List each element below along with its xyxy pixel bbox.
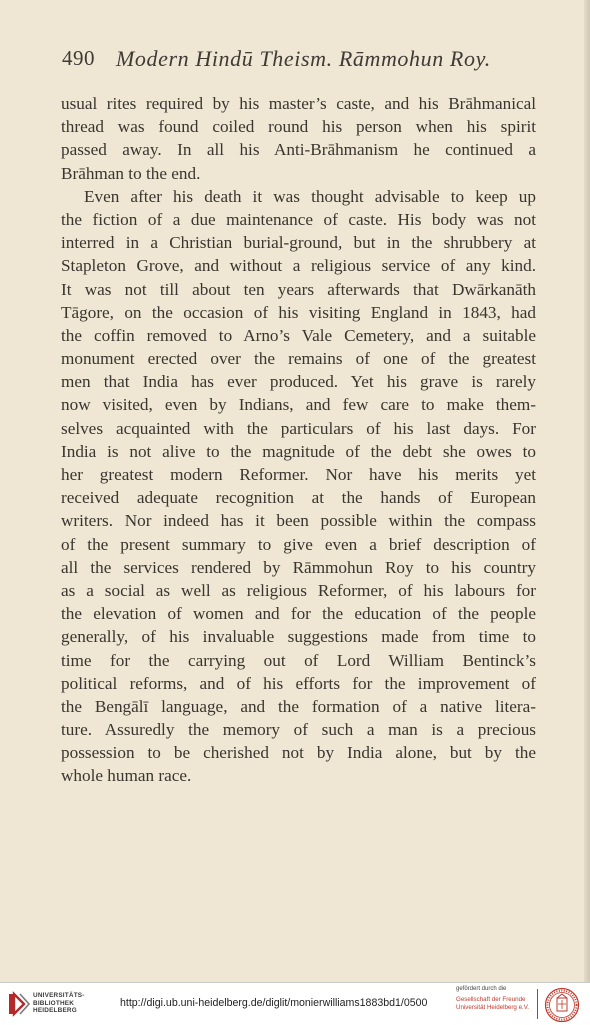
- text-line: passed away. In all his Anti-Brāhmanism he continued a: [61, 140, 536, 160]
- text-line: Brāhman to the end.: [61, 163, 201, 183]
- text-line: of the present summary to give even a brief description of: [61, 534, 536, 554]
- text-line: It was not till about ten years afterwards that Dwārkanāth: [61, 279, 536, 299]
- text-line: Even after his death it was thought advisable to keep up: [84, 186, 536, 206]
- digitization-footer: [0, 982, 590, 1025]
- library-name-line: UNIVERSITÄTS-: [33, 992, 85, 999]
- text-line: usual rites required by his master’s caste, and his Brāhmanical: [61, 94, 536, 113]
- text-line: selves acquainted with the particulars of his last days. For: [61, 418, 536, 438]
- text-line: monument erected over the remains of one of the greatest: [61, 349, 536, 369]
- text-line: the coffin removed to Arno’s Vale Cemetery, and a suitable: [61, 325, 536, 345]
- text-line: India is not alive to the magnitude of the debt she owes to: [61, 441, 536, 461]
- text-line: the elevation of women and for the education of the people: [61, 604, 536, 624]
- library-logo-icon: [8, 991, 30, 1017]
- text-line: all the services rendered by Rāmmohun Roy to his country: [61, 557, 536, 577]
- footer-divider: [537, 989, 538, 1019]
- text-line: whole human race.: [61, 766, 192, 786]
- body-text: [61, 92, 536, 788]
- text-line: generally, of his invaluable suggestions made from time to: [61, 627, 536, 647]
- text-line: interred in a Christian burial-ground, but in the shrubbery at: [61, 233, 536, 253]
- page-number: 490: [62, 46, 95, 70]
- text-line: writers. Nor indeed has it been possible within the compass: [61, 511, 536, 531]
- university-seal-icon: [544, 987, 580, 1023]
- text-line: thread was found coiled round his person when his spirit: [61, 117, 536, 137]
- text-line: now visited, even by Indians, and few care to make them-: [61, 395, 536, 415]
- text-line: Stapleton Grove, and without a religious service of any kind.: [61, 256, 536, 276]
- library-name: [33, 992, 85, 1015]
- text-line: the fiction of a due maintenance of caste. His body was not: [61, 209, 536, 229]
- text-line: political reforms, and of his efforts for the improvement of: [61, 673, 536, 693]
- text-line: Tāgore, on the occasion of his visiting England in 1843, had: [61, 302, 536, 322]
- text-line: time for the carrying out of Lord William Bentinck’s: [61, 650, 536, 670]
- page-edge: [584, 0, 590, 982]
- running-header: [62, 46, 532, 76]
- text-line: ture. Assuredly the memory of such a man is a precious: [61, 720, 536, 740]
- running-title: Modern Hindū Theism. Rāmmohun Roy.: [116, 46, 491, 71]
- text-line: possession to be cherished not by India alone, but by the: [61, 743, 536, 763]
- funded-by-label: gefördert durch die: [456, 986, 507, 992]
- sponsor-line: Gesellschaft der Freunde: [456, 996, 526, 1003]
- sponsor-name: [456, 996, 529, 1012]
- text-line: her greatest modern Reformer. Nor have his merits yet: [61, 465, 536, 484]
- library-name-line: BIBLIOTHEK: [33, 999, 75, 1007]
- text-line: the Bengālī language, and the formation of a native litera-: [61, 696, 536, 716]
- text-line: received adequate recognition at the hands of European: [61, 488, 536, 508]
- permalink-url[interactable]: http://digi.ub.uni-heidelberg.de/diglit/monierwilliams1883bd1/0500: [120, 997, 428, 1009]
- text-line: men that India has ever produced. Yet his grave is rarely: [61, 372, 536, 392]
- sponsor-line: Universität Heidelberg e.V.: [456, 1004, 530, 1012]
- text-line: as a social as well as religious Reformer, of his labours for: [61, 580, 536, 600]
- library-name-line: HEIDELBERG: [33, 1007, 77, 1015]
